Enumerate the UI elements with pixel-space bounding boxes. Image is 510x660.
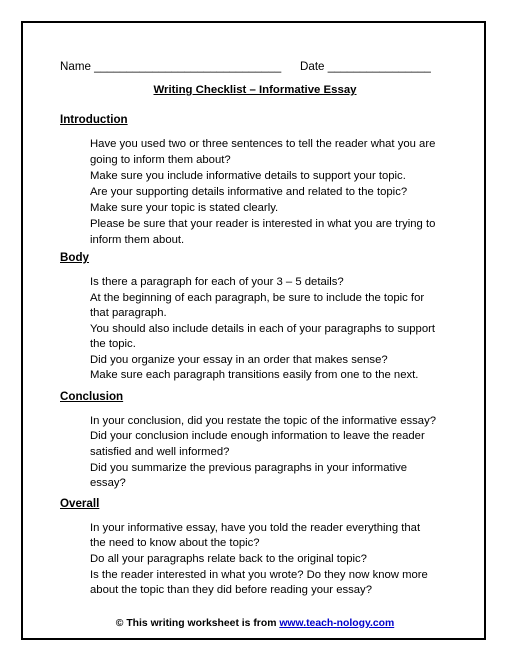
footer-credit (0, 618, 510, 629)
checklist-line: Please be sure that your reader is interested in what you are trying to (90, 218, 436, 230)
teach-nology-link[interactable]: www.teach-nology.com (279, 618, 395, 629)
section-heading-body: Body (60, 251, 89, 264)
checklist-line: Did you organize your essay in an order that makes sense? (90, 354, 388, 366)
name-field[interactable]: Name _____________________________ (60, 60, 282, 73)
checklist-line: At the beginning of each paragraph, be sure to include the topic for (90, 292, 425, 304)
checklist-line: Do all your paragraphs relate back to the original topic? (90, 553, 367, 565)
checklist-line: essay? (90, 477, 126, 489)
checklist-line: Make sure each paragraph transitions easily from one to the next. (90, 369, 419, 381)
checklist-line: You should also include details in each of your paragraphs to support (90, 323, 435, 335)
date-field[interactable]: Date ________________ (300, 60, 431, 73)
checklist-line: Make sure you include informative details to support your topic. (90, 170, 406, 182)
section-heading-introduction: Introduction (60, 113, 128, 126)
checklist-line: the need to know about the topic? (90, 537, 260, 549)
checklist-line: In your conclusion, did you restate the topic of the informative essay? (90, 415, 437, 427)
checklist-line: Make sure your topic is stated clearly. (90, 202, 279, 214)
checklist-line: Is the reader interested in what you wrote? Do they now know more (90, 569, 428, 581)
checklist-line: Did your conclusion include enough information to leave the reader (90, 430, 425, 442)
checklist-line: Did you summarize the previous paragraphs in your informative (90, 462, 408, 474)
checklist-line: Have you used two or three sentences to tell the reader what you are (90, 138, 436, 150)
footer-prefix: © This writing worksheet is from (115, 618, 280, 629)
checklist-line: that paragraph. (90, 307, 167, 319)
checklist-line: about the topic than they did before reading your essay? (90, 584, 372, 596)
section-heading-conclusion: Conclusion (60, 390, 124, 403)
checklist-line: inform them about. (90, 234, 185, 246)
checklist-line: satisfied and well informed? (90, 446, 230, 458)
worksheet-title: Writing Checklist – Informative Essay (153, 84, 357, 96)
section-heading-overall: Overall (60, 497, 100, 510)
checklist-line: Is there a paragraph for each of your 3 – 5 details? (90, 276, 344, 288)
checklist-line: going to inform them about? (90, 154, 231, 166)
checklist-line: Are your supporting details informative and related to the topic? (90, 186, 408, 198)
checklist-line: In your informative essay, have you told the reader everything that (90, 522, 421, 534)
checklist-line: the topic. (90, 338, 136, 350)
